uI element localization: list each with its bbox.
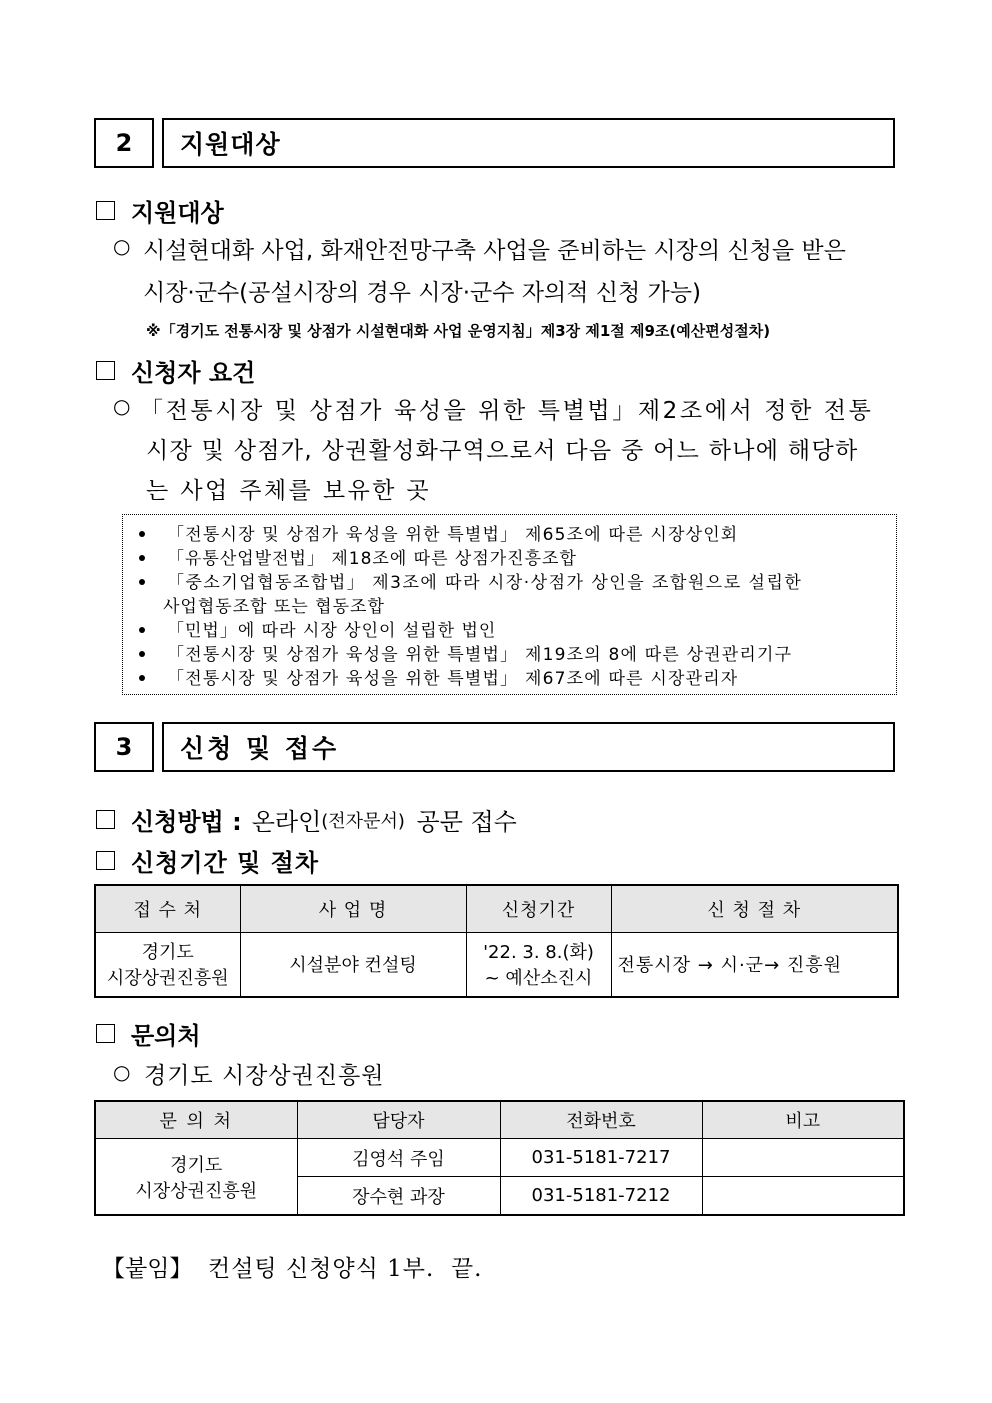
checkbox-square-icon <box>96 201 115 220</box>
requirement-item: 「중소기업협동조합법」 제3조에 따라 시장·상점가 상인을 조합원으로 설립한 <box>167 573 803 593</box>
org-line-2: 시장상권진흥원 <box>106 968 229 990</box>
phone-cell: 031-5181-7212 <box>500 1177 702 1216</box>
bullet-dot-icon <box>139 531 145 537</box>
requirement-bullet: ○ <box>113 394 131 418</box>
period-heading-label: 신청기간 및 절차 <box>131 849 319 877</box>
bullet-dot-icon <box>139 579 145 585</box>
method-line <box>96 802 517 837</box>
requirement-heading <box>96 353 255 388</box>
requirement-line-3: 는 사업 주체를 보유한 곳 <box>146 478 432 504</box>
target-heading <box>96 193 224 228</box>
requirement-item: 「전통시장 및 상점가 육성을 위한 특별법」 제65조에 따른 시장상인회 <box>167 525 739 545</box>
header-cell: 비고 <box>702 1101 904 1139</box>
method-value-rest: 공문 접수 <box>408 808 517 836</box>
contact-org-cell <box>95 1139 297 1216</box>
header-cell: 사 업 명 <box>240 885 466 933</box>
application-table <box>94 884 899 998</box>
note-cell <box>702 1139 904 1177</box>
requirement-item: 「민법」에 따라 시장 상인이 설립한 법인 <box>167 621 497 641</box>
requirement-heading-label: 신청자 요건 <box>131 359 256 387</box>
attachment-label: 【붙임】 <box>102 1256 193 1282</box>
target-line-2: 시장·군수(공설시장의 경우 시장·군수 자의적 신청 가능) <box>143 280 701 306</box>
contact-heading <box>96 1016 201 1051</box>
org-cell <box>95 933 240 997</box>
section-2-number: 2 <box>94 118 154 168</box>
target-note: ※「경기도 전통시장 및 상점가 시설현대화 사업 운영지침」제3장 제1절 제9조(예산편성절차) <box>146 322 771 340</box>
requirement-item: 「전통시장 및 상점가 육성을 위한 특별법」 제67조에 따른 시장관리자 <box>167 669 739 689</box>
date-line-1: '22. 3. 8.(화) <box>483 942 594 964</box>
requirement-item: 「유통산업발전법」 제18조에 따른 상점가진흥조합 <box>167 549 577 569</box>
method-label: 신청방법 : <box>131 808 242 836</box>
target-line-1: 시설현대화 사업, 화재안전망구축 사업을 준비하는 시장의 신청을 받은 <box>143 238 846 264</box>
checkbox-square-icon <box>96 810 115 829</box>
requirement-item: 「전통시장 및 상점가 육성을 위한 특별법」 제19조의 8에 따른 상권관리기구 <box>167 645 793 665</box>
requirement-line-2: 시장 및 상점가, 상권활성화구역으로서 다음 중 어느 하나에 해당하 <box>146 438 859 464</box>
table-header-row <box>95 1101 904 1139</box>
table-header-row <box>95 885 898 933</box>
project-cell: 시설분야 컨설팅 <box>240 933 466 997</box>
header-cell: 신청기간 <box>466 885 611 933</box>
date-line-2: ~ 예산소진시 <box>484 968 593 990</box>
note-cell <box>702 1177 904 1216</box>
contact-heading-label: 문의처 <box>131 1022 201 1050</box>
process-cell: 전통시장 → 시·군→ 진흥원 <box>611 933 898 997</box>
phone-cell: 031-5181-7217 <box>500 1139 702 1177</box>
checkbox-square-icon <box>96 1024 115 1043</box>
contact-bullet: ○ <box>113 1060 131 1084</box>
section-3-number: 3 <box>94 722 154 772</box>
target-bullet: ○ <box>113 234 131 258</box>
period-heading <box>96 843 319 878</box>
section-3-title: 신청 및 접수 <box>162 722 895 772</box>
attachment-text: 컨설팅 신청양식 1부. 끝. <box>208 1256 483 1282</box>
target-heading-label: 지원대상 <box>131 199 224 227</box>
person-cell: 장수현 과장 <box>297 1177 500 1216</box>
contact-org: 경기도 시장상권진흥원 <box>144 1063 385 1089</box>
requirement-line-1: 「전통시장 및 상점가 육성을 위한 특별법」제2조에서 정한 전통 <box>140 398 874 424</box>
contact-org-line-1: 경기도 <box>170 1154 223 1176</box>
org-line-1: 경기도 <box>141 942 194 964</box>
header-cell: 접 수 처 <box>95 885 240 933</box>
header-cell: 문 의 처 <box>95 1101 297 1139</box>
table-row <box>95 1139 904 1177</box>
header-cell: 전화번호 <box>500 1101 702 1139</box>
checkbox-square-icon <box>96 361 115 380</box>
date-cell <box>466 933 611 997</box>
requirement-item-continued: 사업협동조합 또는 협동조합 <box>163 597 385 617</box>
table-row <box>95 933 898 997</box>
section-2-title: 지원대상 <box>162 118 895 168</box>
contact-table <box>94 1100 905 1216</box>
method-value: 온라인 <box>251 808 322 836</box>
header-cell: 담당자 <box>297 1101 500 1139</box>
person-cell: 김영석 주임 <box>297 1139 500 1177</box>
bullet-dot-icon <box>139 651 145 657</box>
requirement-list-box <box>122 514 897 695</box>
bullet-dot-icon <box>139 555 145 561</box>
header-cell: 신 청 절 차 <box>611 885 898 933</box>
method-value-paren: (전자문서) <box>321 810 405 832</box>
bullet-dot-icon <box>139 627 145 633</box>
checkbox-square-icon <box>96 851 115 870</box>
contact-org-line-2: 시장상권진흥원 <box>135 1180 258 1202</box>
bullet-dot-icon <box>139 675 145 681</box>
